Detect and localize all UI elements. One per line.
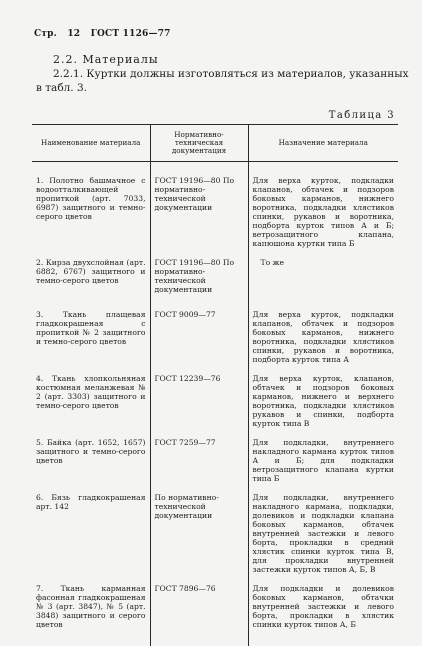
section-text-line-1: 2.2.1. Куртки должны изготовляться из материалов, указанных bbox=[53, 68, 409, 80]
table-row bbox=[32, 580, 398, 646]
table-row bbox=[32, 162, 398, 255]
material-doc: ГОСТ 19196—80 По нормативно-технической документации bbox=[150, 162, 248, 255]
column-header-material: Наименование материала bbox=[32, 125, 150, 162]
material-name: 4. Ткань хлопкольняная костюмная меланжевая № 2 (арт. 3303) защитного и темно-серого цветов bbox=[36, 374, 146, 410]
material-name: 7. Ткань карманная фасонная гладкокрашеная № 3 (арт. 3847), № 5 (арт. 3848) защитного и серого цветов bbox=[36, 584, 146, 629]
material-use: Для подкладки, внутреннего накладного кармана, подкладки, долевиков и подкладки клапана боковых карманов, обтачек внутренней застежки и левого борта, прокладки в средний хлястик спинки курток типа В, для прокладки внутренней застежки курток типов А, Б, В bbox=[248, 489, 398, 580]
page-number: 12 bbox=[67, 29, 81, 39]
materials-table bbox=[32, 124, 398, 646]
page-header bbox=[34, 29, 178, 39]
section-title: 2.2. Материалы bbox=[53, 53, 159, 66]
material-use: Для верха курток, подкладки клапанов, обтачек и подзоров боковых карманов, нижнего воротника, подкладки хлястиков спинки, рукавов и воротника, подборта курток типа А bbox=[248, 306, 398, 370]
material-use: Для верха курток, подкладки клапанов, обтачек и подзоров боковых карманов, нижнего воротника, подкладки хлястиков спинки, рукавов и воротника, подборта курток типов А и Б; ветрозащитного клапана, капюшона куртки типа Б bbox=[248, 162, 398, 255]
material-name: 5. Байка (арт. 1652, 1657) защитного и темно-серого цветов bbox=[36, 438, 146, 465]
column-header-purpose: Назначение материала bbox=[248, 125, 398, 162]
table-header-row bbox=[32, 125, 398, 162]
material-doc: ГОСТ 19196—80 По нормативно-технической документации bbox=[150, 254, 248, 306]
table-row bbox=[32, 434, 398, 489]
material-doc: ГОСТ 7259—77 bbox=[150, 434, 248, 489]
table-row bbox=[32, 254, 398, 306]
material-doc: ГОСТ 7896—76 bbox=[150, 580, 248, 646]
material-doc: По нормативно-технической документации bbox=[150, 489, 248, 580]
material-use: То же bbox=[248, 254, 398, 306]
material-use: Для верха курток, клапанов, обтачек и подзоров боковых карманов, нижнего и верхнего воротника, подкладки хлястиков рукавов и спинки, подборта курток типа В bbox=[248, 370, 398, 434]
table-row bbox=[32, 370, 398, 434]
section-text-line-2: в табл. 3. bbox=[36, 82, 88, 94]
column-header-documentation: Нормативно-техническая документация bbox=[150, 125, 248, 162]
material-name: 1. Полотно башмачное с водоотталкивающей пропиткой (арт. 7033, 6987) защитного и темно-серого цветов bbox=[36, 176, 146, 221]
table-row bbox=[32, 489, 398, 580]
material-name: 6. Бязь гладкокрашеная арт. 142 bbox=[36, 493, 146, 511]
material-doc: ГОСТ 9009—77 bbox=[150, 306, 248, 370]
page-label: Стр. bbox=[34, 29, 57, 39]
material-use: Для подкладки, внутреннего накладного кармана курток типов А и Б; для подкладки ветрозащитного клапана куртки типа Б bbox=[248, 434, 398, 489]
material-use: Для подкладки и долевиков боковых карманов, обтачки внутренней застежки и левого борта, прокладки в хлястик спинки курток типов А, Б bbox=[248, 580, 398, 646]
material-name: 3. Ткань плащевая гладкокрашеная с пропиткой № 2 защитного и темно-серого цветов bbox=[36, 310, 146, 346]
material-name: 2. Кирза двухслойная (арт. 6882, 6767) защитного и темно-серого цветов bbox=[36, 258, 146, 285]
material-doc: ГОСТ 12239—76 bbox=[150, 370, 248, 434]
standard-code: ГОСТ 1126—77 bbox=[90, 29, 171, 39]
table-row bbox=[32, 306, 398, 370]
table-caption: Таблица 3 bbox=[328, 110, 395, 121]
